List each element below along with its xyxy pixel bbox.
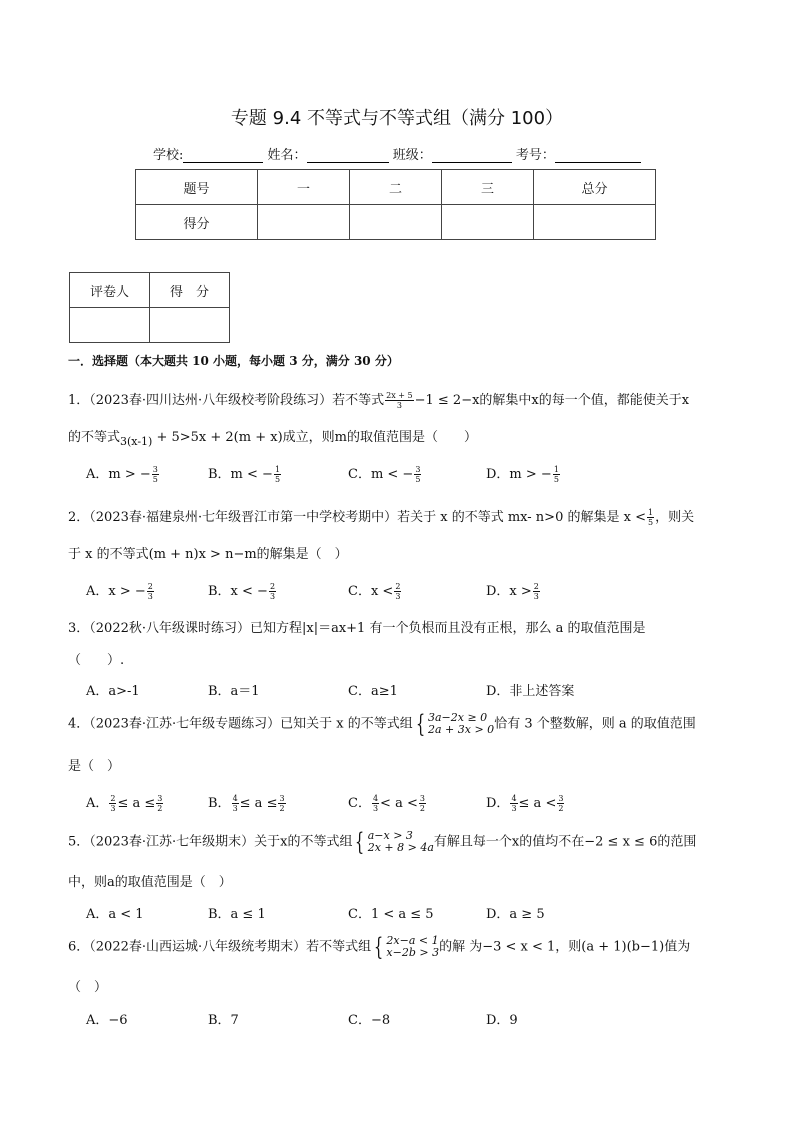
page-title: 专题 9.4 不等式与不等式组（满分 100） [230, 108, 564, 129]
option-d[interactable]: D．非上述答案 [486, 684, 575, 699]
question-text: 的解 为−3 < x < 1，则(a + 1)(b−1)值为 [439, 939, 691, 955]
question-1-line-1 [68, 389, 689, 410]
option-b[interactable]: B．m < − $\frac{1}{5}$ [208, 465, 281, 484]
class-blank[interactable] [432, 148, 512, 163]
option-d[interactable]: D．m > − $\frac{1}{5}$ [486, 465, 559, 484]
school-label: 学校: [153, 148, 184, 163]
question-6-line-2: （ ） [68, 980, 108, 995]
question-5-line-1 [68, 830, 696, 854]
option-b[interactable]: B．7 [208, 1013, 239, 1028]
option-b[interactable]: B． $\frac{4}{3}$ ≤ a ≤ $\frac{3}{2}$ [208, 794, 285, 813]
option-a[interactable]: A．m > − $\frac{3}{5}$ [86, 465, 158, 484]
grader-table [69, 272, 230, 343]
section-heading: 一．选择题（本大题共 10 小题，每小题 3 分，满分 30 分） [68, 354, 399, 368]
inequality-system: { 3a−2x ≥ 0 2a + 3x > 0 [415, 710, 495, 738]
option-c[interactable]: C．1 < a ≤ 5 [348, 907, 434, 922]
question-4-line-2: 是（ ） [68, 759, 121, 774]
name-blank[interactable] [307, 148, 389, 163]
option-c[interactable]: C．−8 [348, 1013, 391, 1028]
option-a[interactable]: A．a < 1 [86, 907, 144, 922]
score-row-label: 得分 [136, 205, 258, 240]
option-d[interactable]: D．a ≥ 5 [486, 907, 545, 922]
inequality-system: { 2x−a < 1 x−2b > 3 [374, 933, 440, 961]
score-header-cell: 题号 [136, 170, 258, 205]
class-label: 班级： [392, 148, 432, 163]
score-header-cell: 三 [442, 170, 534, 205]
question-1-line-2 [68, 426, 477, 448]
score-header-cell: 总分 [534, 170, 656, 205]
option-c[interactable]: C．x < $\frac{2}{3}$ [348, 582, 401, 601]
option-b[interactable]: B．a ≤ 1 [208, 907, 266, 922]
score-cell[interactable] [534, 205, 656, 240]
score-header-cell: 一 [258, 170, 350, 205]
grader-header-cell: 得 分 [150, 273, 230, 308]
question-text: 1．（2023春·四川达州·八年级校考阶段练习）若不等式 [68, 393, 385, 408]
fraction: $\frac{1}{5}$ [647, 508, 654, 527]
option-b[interactable]: B．x < − $\frac{2}{3}$ [208, 582, 276, 601]
question-text: 的不等式 [68, 430, 121, 445]
student-info-line [153, 144, 641, 163]
question-text: 2．（2023春·福建泉州·七年级晋江市第一中学校考期中）若关于 x 的不等式 mx- n>0 的解集是 x < [68, 510, 646, 525]
question-3-line-1: 3．（2022秋·八年级课时练习）已知方程|x|＝ax+1 有一个负根而且没有正根，那么 a 的取值范围是 [68, 621, 646, 636]
question-text: 3(x-1) [120, 435, 153, 448]
grader-cell[interactable] [70, 308, 150, 343]
question-text: 5．（2023春·江苏·七年级期末）关于x的不等式组 [68, 834, 353, 850]
option-a[interactable]: A．−6 [86, 1013, 128, 1028]
option-a[interactable]: A． $\frac{2}{3}$ ≤ a ≤ $\frac{3}{2}$ [86, 794, 163, 813]
fraction: $\frac{2x + 5}{3}$ [386, 391, 413, 410]
inequality-system: { a−x > 3 2x + 8 > 4a [355, 828, 434, 856]
name-label: 姓名： [267, 148, 307, 163]
option-a[interactable]: A．a>-1 [86, 684, 140, 699]
question-text: 6．（2022春·山西运城·八年级统考期末）若不等式组 [68, 939, 372, 955]
score-cell[interactable] [442, 205, 534, 240]
score-cell[interactable] [350, 205, 442, 240]
option-d[interactable]: D．x > $\frac{2}{3}$ [486, 582, 539, 601]
option-c[interactable]: C．m < − $\frac{3}{5}$ [348, 465, 421, 484]
option-d[interactable]: D． $\frac{4}{3}$ ≤ a < $\frac{3}{2}$ [486, 794, 564, 813]
exam-no-label: 考号： [515, 148, 555, 163]
option-b[interactable]: B．a＝1 [208, 684, 260, 699]
question-text: 恰有 3 个整数解，则 a 的取值范围 [494, 716, 696, 732]
question-text: −1 ≤ 2−x的解集中x的每一个值，都能使关于x [414, 393, 690, 408]
question-4-line-1 [68, 712, 696, 736]
question-3-line-2: （ ）. [68, 653, 125, 668]
grader-header-cell: 评卷人 [70, 273, 150, 308]
question-text: 4．（2023春·江苏·七年级专题练习）已知关于 x 的不等式组 [68, 716, 413, 732]
option-c[interactable]: C． $\frac{4}{3}$ < a < $\frac{3}{2}$ [348, 794, 425, 813]
school-blank[interactable] [183, 148, 263, 163]
exam-no-blank[interactable] [555, 148, 641, 163]
question-text: + 5>5x + 2(m + x)成立，则m的取值范围是（ ） [152, 430, 477, 445]
question-2-line-1 [68, 506, 694, 527]
score-table [135, 169, 656, 240]
grader-cell[interactable] [150, 308, 230, 343]
question-2-line-2: 于 x 的不等式(m + n)x > n−m的解集是（ ） [68, 547, 348, 562]
option-d[interactable]: D．9 [486, 1013, 518, 1028]
option-a[interactable]: A．x > − $\frac{2}{3}$ [86, 582, 153, 601]
question-6-line-1 [68, 935, 690, 959]
option-c[interactable]: C．a≥1 [348, 684, 398, 699]
question-text: ，则关 [655, 510, 695, 525]
question-text: 有解且每一个x的值均不在−2 ≤ x ≤ 6的范围 [433, 834, 697, 850]
score-header-cell: 二 [350, 170, 442, 205]
score-cell[interactable] [258, 205, 350, 240]
question-5-line-2: 中，则a的取值范围是（ ） [68, 875, 232, 890]
